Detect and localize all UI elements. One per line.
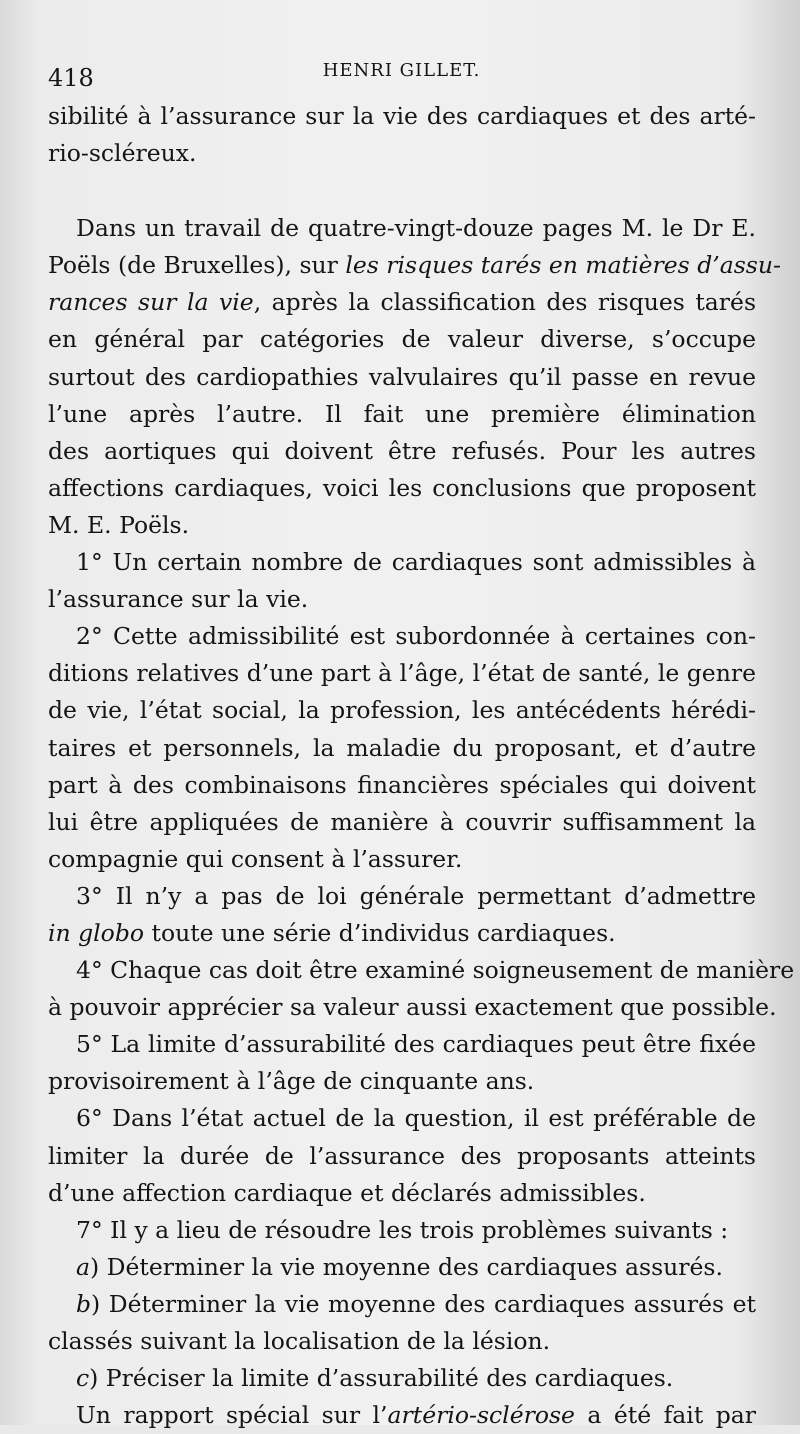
text-line: surtout des cardiopathies valvulaires qu’il passe en revue (48, 362, 756, 391)
italic-phrase: in globo (48, 918, 145, 947)
text-run: ) Déterminer la vie moyenne des cardiaques assurés. (90, 1252, 723, 1281)
list-item (48, 878, 756, 952)
text-line (48, 1397, 756, 1434)
text-line: part à des combinaisons financières spéciales qui doivent (48, 770, 756, 799)
paragraph (48, 98, 756, 172)
text-run: ) Préciser la limite d’assurabilité des cardiaques. (89, 1364, 674, 1393)
text-line: rio-scléreux. (48, 139, 197, 168)
list-item (48, 1100, 756, 1211)
text-line (48, 284, 756, 321)
text-line: de vie, l’état social, la profession, les antécédents hérédi- (48, 696, 756, 725)
text-run: Un rapport spécial sur l’ (76, 1401, 388, 1430)
text-line: 4° Chaque cas doit être examiné soigneusement de manière (76, 956, 795, 985)
text-line: à pouvoir apprécier sa valeur aussi exactement que possible. (48, 993, 777, 1022)
text-line: l’assurance sur la vie. (48, 585, 309, 614)
list-item (48, 1249, 756, 1286)
text-line (48, 247, 781, 284)
text-line: l’une après l’autre. Il fait une première élimination (48, 399, 756, 428)
text-line: des aortiques qui doivent être refusés. Pour les autres (48, 436, 756, 465)
text-run: a été fait par (574, 1401, 756, 1430)
text-run: ) Déterminer la vie moyenne des cardiaques assurés et (91, 1289, 756, 1318)
text-line (48, 1249, 756, 1286)
page-number: 418 (48, 64, 94, 92)
text-run: toute une série d’individus cardiaques. (144, 918, 616, 947)
item-letter: b (76, 1289, 92, 1318)
paragraph (48, 210, 781, 544)
list-item (48, 1286, 756, 1360)
text-line: provisoirement à l’âge de cinquante ans. (48, 1067, 535, 1096)
list-item (48, 1360, 756, 1397)
text-line: sibilité à l’assurance sur la vie des cardiaques et des arté- (48, 102, 756, 130)
text-line: ditions relatives d’une part à l’âge, l’état de santé, le genre (48, 659, 756, 688)
text-line: 6° Dans l’état actuel de la question, il est préférable de (76, 1104, 756, 1133)
text-line: 7° Il y a lieu de résoudre les trois problèmes suivants : (76, 1215, 729, 1244)
text-line: compagnie qui consent à l’assurer. (48, 844, 463, 873)
text-line: M. E. Poëls. (48, 510, 190, 539)
list-item (48, 1026, 756, 1100)
text-line: classés suivant la localisation de la lésion. (48, 1327, 551, 1355)
text-line: 3° Il n’y a pas de loi générale permettant d’admettre (76, 881, 756, 910)
list-item (48, 1212, 756, 1249)
page-header (48, 58, 755, 92)
text-line: limiter la durée de l’assurance des proposants atteints (48, 1141, 756, 1170)
running-head: HENRI GILLET. (322, 60, 481, 81)
text-run: Poëls (de Bruxelles), sur (48, 251, 346, 280)
text-line: 1° Un certain nombre de cardiaques sont admissibles à (76, 548, 756, 577)
list-item (48, 952, 795, 1026)
text-line: en général par catégories de valeur diverse, s’occupe (48, 325, 756, 354)
list-item (48, 544, 756, 618)
text-line (48, 915, 756, 952)
italic-title: rances sur la vie (48, 288, 254, 317)
paragraph (48, 1397, 756, 1434)
text-line: Dans un travail de quatre-vingt-douze pages M. le Dr E. (76, 214, 756, 243)
text-line (48, 1360, 756, 1397)
item-letter: a (76, 1252, 91, 1281)
text-line: d’une affection cardiaque et déclarés admissibles. (48, 1178, 646, 1207)
text-line (48, 1286, 756, 1323)
italic-term: artério-sclérose (387, 1401, 575, 1430)
text-line: 5° La limite d’assurabilité des cardiaques peut être fixée (76, 1030, 756, 1059)
text-line: affections cardiaques, voici les conclusions que proposent (48, 473, 756, 502)
text-line: lui être appliquées de manière à couvrir suffisamment la (48, 807, 756, 836)
list-item (48, 618, 756, 878)
italic-title: les risques tarés en matières d’assu- (345, 251, 781, 280)
body-text (48, 98, 795, 1434)
text-run: , après la classification des risques tarés (253, 288, 756, 317)
text-line: 2° Cette admissibilité est subordonnée à certaines con- (76, 622, 756, 651)
text-line: taires et personnels, la maladie du proposant, et d’autre (48, 733, 756, 762)
item-letter: c (76, 1364, 90, 1393)
